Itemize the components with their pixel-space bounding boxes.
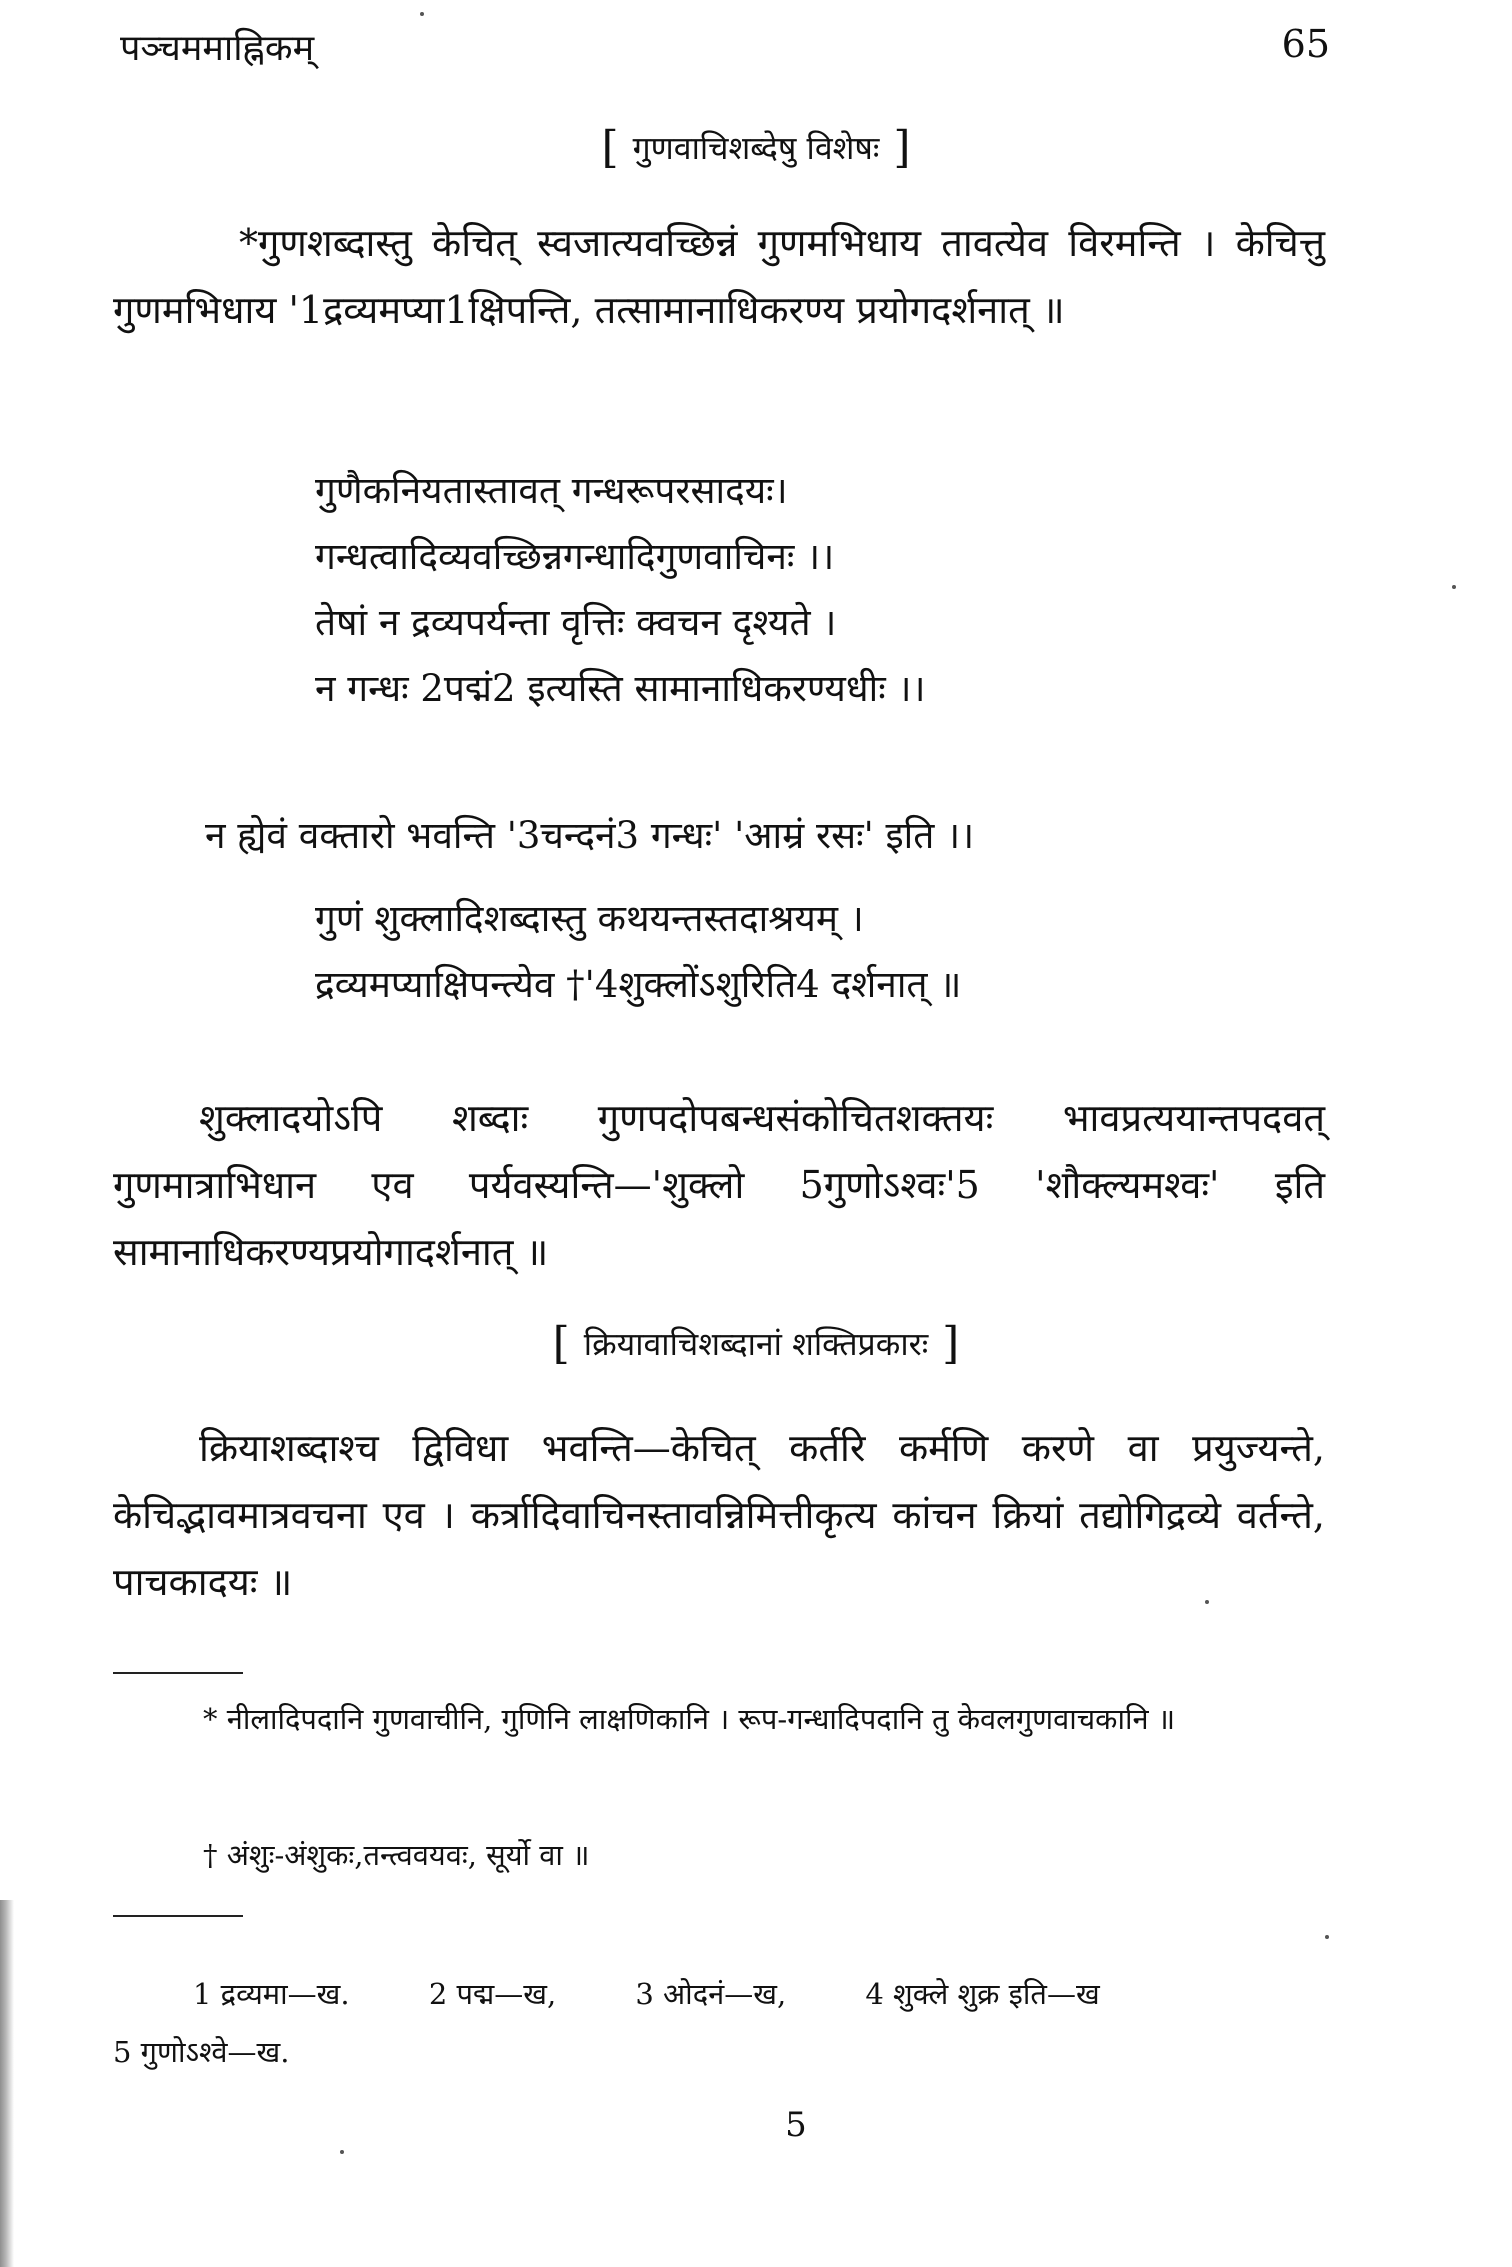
verse-line: न गन्धः 2पद्मं2 इत्यस्ति सामानाधिकरण्यधीः ।। <box>315 667 926 710</box>
variant-reading: 4 शुक्ले शुक्र इति—ख <box>865 1977 1100 2011</box>
variant-reading: 1 द्रव्यमा—ख. <box>193 1977 350 2011</box>
speck <box>1325 1935 1329 1939</box>
variant-reading: 3 ओदनं—ख, <box>635 1977 787 2011</box>
verse-line: तेषां न द्रव्यपर्यन्ता वृत्तिः क्वचन दृश्यते । <box>315 601 837 644</box>
verse-line: द्रव्यमप्याक्षिपन्त्येव †'4शुक्लोंऽशुरिति4 दर्शनात् ॥ <box>315 963 962 1006</box>
variant-readings <box>113 1965 1325 2081</box>
variant-reading: 5 गुणोऽश्वे—ख. <box>113 2035 290 2069</box>
footnote-asterisk: * नीलादिपदानि गुणवाचीनि, गुणिनि लाक्षणिकानि । रूप-गन्धादिपदानि तु केवलगुणवाचकानि ॥ <box>203 1702 1176 1736</box>
paragraph-shukla: शुक्लादयोऽपि शब्दाः गुणपदोपबन्धसंकोचितशक्तयः भावप्रत्ययान्तपदवत् गुणमात्राभिधान एव पर्यवस्यन्ति—'शुक्लो 5गुणोऽश्वः'5 'शौक्ल्यमश्वः' इति सामानाधिकरण्यप्रयोगादर्शनात् ॥ <box>113 1096 1325 1274</box>
scan-edge-shadow <box>0 1900 14 2267</box>
paragraph-guna-intro: *गुणशब्दास्तु केचित् स्वजात्यवच्छिन्नं गुणमभिधाय तावत्येव विरमन्ति । केचित्तु गुणमभिधाय '1द्रव्यमप्या1क्षिपन्ति, तत्सामानाधिकरण्य प्रयोगदर्शनात् ॥ <box>113 221 1325 332</box>
section-heading-text: गुणवाचिशब्देषु विशेषः <box>632 129 880 167</box>
signature-mark: 5 <box>785 2105 807 2145</box>
verse-line: गुणं शुक्लादिशब्दास्तु कथयन्तस्तदाश्रयम् । <box>315 897 864 940</box>
section-heading-guna: [ गुणवाचिशब्देषु विशेषः ] <box>601 122 911 173</box>
paragraph-kriya: क्रियाशब्दाश्च द्विविधा भवन्ति—केचित् कर्तरि कर्मणि करणे वा प्रयुज्यन्ते, केचिद्भावमात्रवचना एव । कर्त्रादिवाचिनस्तावन्निमित्तीकृत्य कांचन क्रियां तद्योगिद्रव्ये वर्तन्ते, पाचकादयः ॥ <box>113 1426 1325 1604</box>
verse-line: गन्धत्वादिव्यवच्छिन्नगन्धादिगुणवाचिनः ।। <box>315 535 835 578</box>
speck <box>420 12 424 16</box>
variant-reading: 2 पद्म—ख, <box>428 1977 557 2011</box>
running-title: पञ्चममाह्निकम् <box>120 28 315 69</box>
footnote-dagger: † अंशुः-अंशुकः,तन्त्ववयवः, सूर्यो वा ॥ <box>203 1838 590 1872</box>
section-heading-text: क्रियावाचिशब्दानां शक्तिप्रकारः <box>583 1325 929 1363</box>
verse-line: गुणैकनियतास्तावत् गन्धरूपरसादयः। <box>315 469 788 512</box>
footnote-rule <box>113 1672 243 1674</box>
prose-line: न ह्येवं वक्तारो भवन्ति '3चन्दनं3 गन्धः' 'आम्रं रसः' इति ।। <box>205 814 975 857</box>
page-number: 65 <box>1281 22 1330 66</box>
speck <box>1205 1600 1209 1604</box>
speck <box>340 2150 344 2154</box>
verse-block-2 <box>315 886 1215 1018</box>
speck <box>1452 585 1456 589</box>
variant-rule <box>113 1915 243 1917</box>
verse-block-1 <box>315 458 1215 722</box>
section-heading-kriya: [ क्रियावाचिशब्दानां शक्तिप्रकारः ] <box>552 1318 960 1369</box>
